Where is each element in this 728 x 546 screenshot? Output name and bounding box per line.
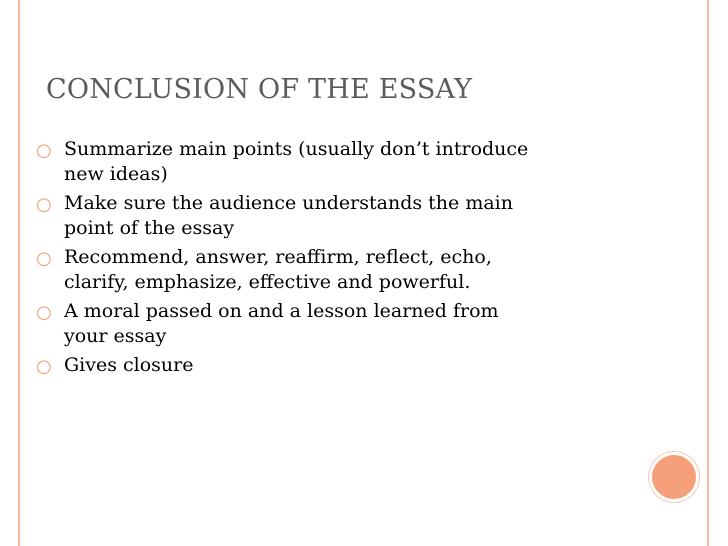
bullet-text-line-1: Recommend, answer, reaffirm, reflect, echo, <box>64 246 492 268</box>
bullet-text-line-1: Gives closure <box>64 354 194 376</box>
bullet-item <box>36 353 636 378</box>
hollow-circle-bullet-icon: ○ <box>36 356 52 377</box>
bullet-text-line-1: A moral passed on and a lesson learned from <box>64 300 499 322</box>
bullet-text-line-1: Summarize main points (usually don’t introduce <box>64 138 529 160</box>
right-frame-line <box>707 0 709 546</box>
bullet-item <box>36 191 636 241</box>
hollow-circle-bullet-icon: ○ <box>36 140 52 161</box>
bullet-item <box>36 137 636 187</box>
hollow-circle-bullet-icon: ○ <box>36 248 52 269</box>
bullet-item <box>36 299 636 349</box>
bullet-text-line-2: clarify, emphasize, effective and powerful. <box>64 271 471 293</box>
bullet-text-line-2: new ideas) <box>64 163 168 185</box>
hollow-circle-bullet-icon: ○ <box>36 194 52 215</box>
accent-circle <box>649 452 699 502</box>
left-frame-line <box>18 0 20 546</box>
bullet-text-line-2: point of the essay <box>64 217 235 239</box>
bullet-text-line-2: your essay <box>64 325 167 347</box>
slide-title: CONCLUSION OF THE ESSAY <box>46 74 473 105</box>
bullet-list <box>36 137 636 382</box>
bullet-text-line-1: Make sure the audience understands the main <box>64 192 513 214</box>
bullet-item <box>36 245 636 295</box>
hollow-circle-bullet-icon: ○ <box>36 302 52 323</box>
